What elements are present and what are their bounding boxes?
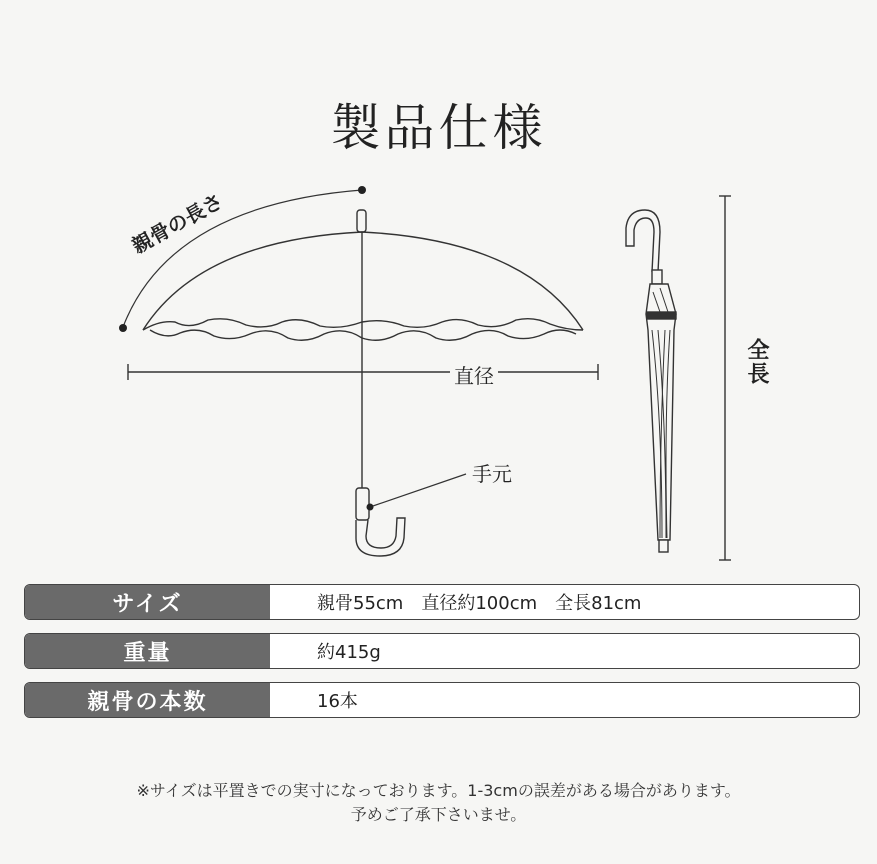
- spec-value: 16本: [317, 691, 358, 712]
- spec-value: 約415g: [317, 642, 381, 663]
- spec-label: 親骨の本数: [25, 683, 270, 717]
- spec-label: 重量: [25, 634, 270, 668]
- spec-row-size: [24, 584, 860, 620]
- spec-row-weight: [24, 633, 860, 669]
- note-line-2: 予めご了承下さいませ。: [350, 805, 527, 824]
- diameter-label: 直径: [450, 360, 498, 389]
- closed-umbrella: [626, 210, 676, 552]
- total-length-label: 全長: [744, 338, 769, 386]
- total-length-bracket: [719, 196, 731, 560]
- spec-row-rib-count: [24, 682, 860, 718]
- open-umbrella: [143, 210, 583, 556]
- handle-label: 手元: [472, 462, 512, 486]
- diameter-bracket: [128, 364, 598, 380]
- rib-length-arc: [123, 190, 362, 327]
- spec-label: サイズ: [25, 585, 270, 619]
- rib-arc-end-dot: [119, 324, 127, 332]
- page-title: 製品仕様: [330, 99, 547, 157]
- spec-value: 親骨55cm 直径約100cm 全長81cm: [317, 593, 642, 614]
- note-line-1: ※サイズは平置きでの実寸になっております。1-3cmの誤差がある場合があります。: [136, 781, 741, 800]
- rib-arc-start-dot: [358, 186, 366, 194]
- handle-leader: [367, 474, 467, 511]
- rib-length-label: 親骨の長さ: [127, 188, 227, 259]
